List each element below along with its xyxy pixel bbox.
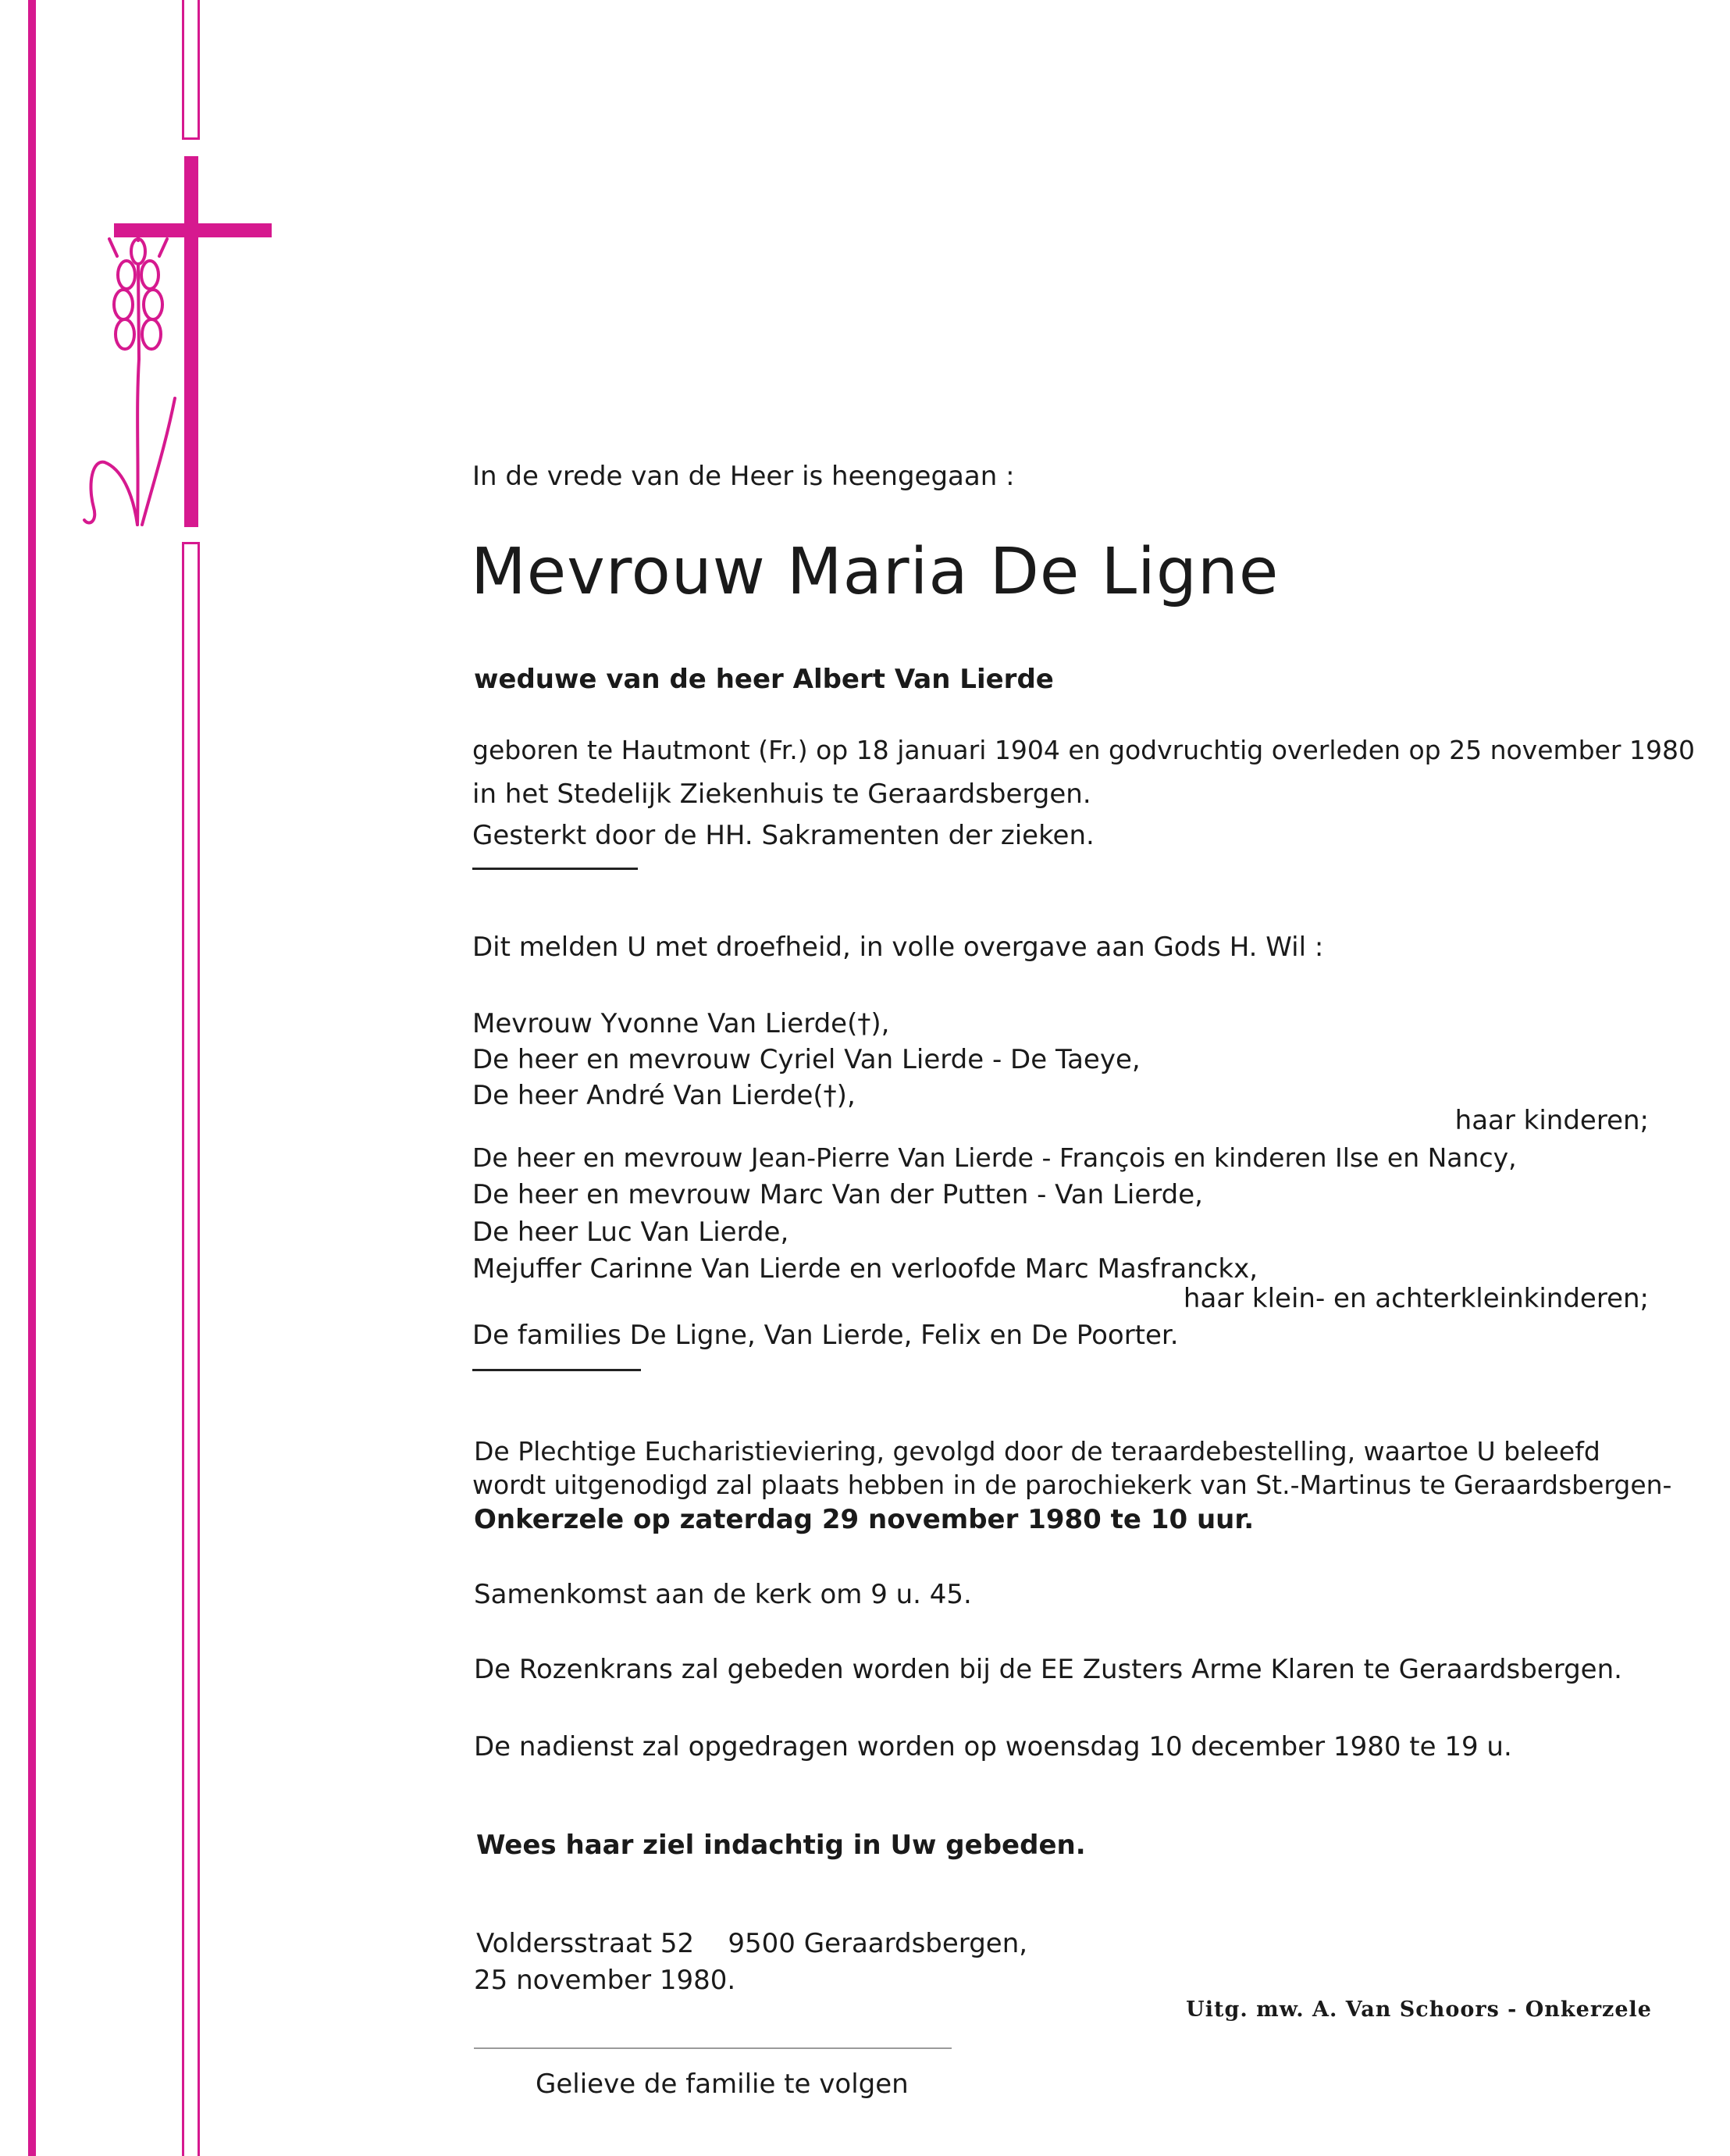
- birth-line-1: geboren te Hautmont (Fr.) op 18 januari 1904 en godvruchtig overleden op 25 november 1980: [472, 735, 1695, 765]
- child-1: Mevrouw Yvonne Van Lierde(†),: [472, 1008, 890, 1039]
- cross-top-bar-left: [182, 0, 184, 139]
- cross-lower-bar-right: [198, 542, 200, 2156]
- follow-divider: [474, 2047, 952, 2049]
- child-2: De heer en mevrouw Cyriel Van Lierde - De Taeye,: [472, 1044, 1141, 1075]
- left-border-stripe: [28, 0, 36, 2156]
- widow-line: weduwe van de heer Albert Van Lierde: [474, 664, 1054, 695]
- address-line-2: 25 november 1980.: [474, 1965, 736, 1996]
- grandchild-3: De heer Luc Van Lierde,: [472, 1217, 789, 1248]
- grandchild-1: De heer en mevrouw Jean-Pierre Van Lierde - François en kinderen Ilse en Nancy,: [472, 1142, 1517, 1173]
- wheat-leaf-right: [142, 398, 175, 525]
- wheat-leaf: [84, 462, 137, 525]
- wheat-stem: [137, 359, 139, 525]
- cross-top-bar-right: [198, 0, 200, 139]
- memorial-line: De nadienst zal opgedragen worden op woensdag 10 december 1980 te 19 u.: [474, 1731, 1512, 1762]
- cross-lower-bar-left: [182, 542, 184, 2156]
- cross-top-bar-cap: [182, 137, 200, 140]
- cross-lower-bar-cap: [182, 542, 200, 544]
- publisher-imprint: Uitg. mw. A. Van Schoors - Onkerzele: [1186, 1997, 1652, 2022]
- announce-line: Dit melden U met droefheid, in volle overgave aan Gods H. Wil :: [472, 932, 1324, 963]
- header-line: In de vrede van de Heer is heengegaan :: [472, 461, 1015, 492]
- divider-1: [472, 868, 638, 870]
- gathering-line: Samenkomst aan de kerk om 9 u. 45.: [474, 1579, 972, 1610]
- grandchild-2: De heer en mevrouw Marc Van der Putten - Van Lierde,: [472, 1179, 1203, 1210]
- wheat-icon: [78, 234, 187, 531]
- families-line: De families De Ligne, Van Lierde, Felix en De Poorter.: [472, 1320, 1179, 1351]
- child-3: De heer André Van Lierde(†),: [472, 1080, 856, 1111]
- grandchild-4: Mejuffer Carinne Van Lierde en verloofde Marc Masfranckx,: [472, 1253, 1258, 1285]
- ceremony-bold-line: Onkerzele op zaterdag 29 november 1980 te 10 uur.: [474, 1504, 1255, 1535]
- deceased-name: Mevrouw Maria De Ligne: [471, 535, 1280, 609]
- address-line-1: Voldersstraat 52 9500 Geraardsbergen,: [476, 1928, 1028, 1959]
- divider-2: [472, 1369, 641, 1371]
- rosary-line: De Rozenkrans zal gebeden worden bij de EE Zusters Arme Klaren te Geraardsbergen.: [474, 1654, 1622, 1685]
- ceremony-line-1: De Plechtige Eucharistieviering, gevolgd door de teraardebestelling, waartoe U beleefd: [474, 1436, 1600, 1466]
- birth-line-2: in het Stedelijk Ziekenhuis te Geraardsbergen.: [472, 779, 1091, 810]
- follow-line: Gelieve de familie te volgen: [536, 2069, 909, 2100]
- grandchildren-label: haar klein- en achterkleinkinderen;: [1183, 1283, 1649, 1314]
- birth-line-3: Gesterkt door de HH. Sakramenten der zieken.: [472, 820, 1095, 851]
- ceremony-line-2: wordt uitgenodigd zal plaats hebben in de parochiekerk van St.-Martinus te Geraardsbergen-: [472, 1470, 1672, 1500]
- children-label: haar kinderen;: [1454, 1105, 1649, 1136]
- prayer-line: Wees haar ziel indachtig in Uw gebeden.: [476, 1830, 1086, 1861]
